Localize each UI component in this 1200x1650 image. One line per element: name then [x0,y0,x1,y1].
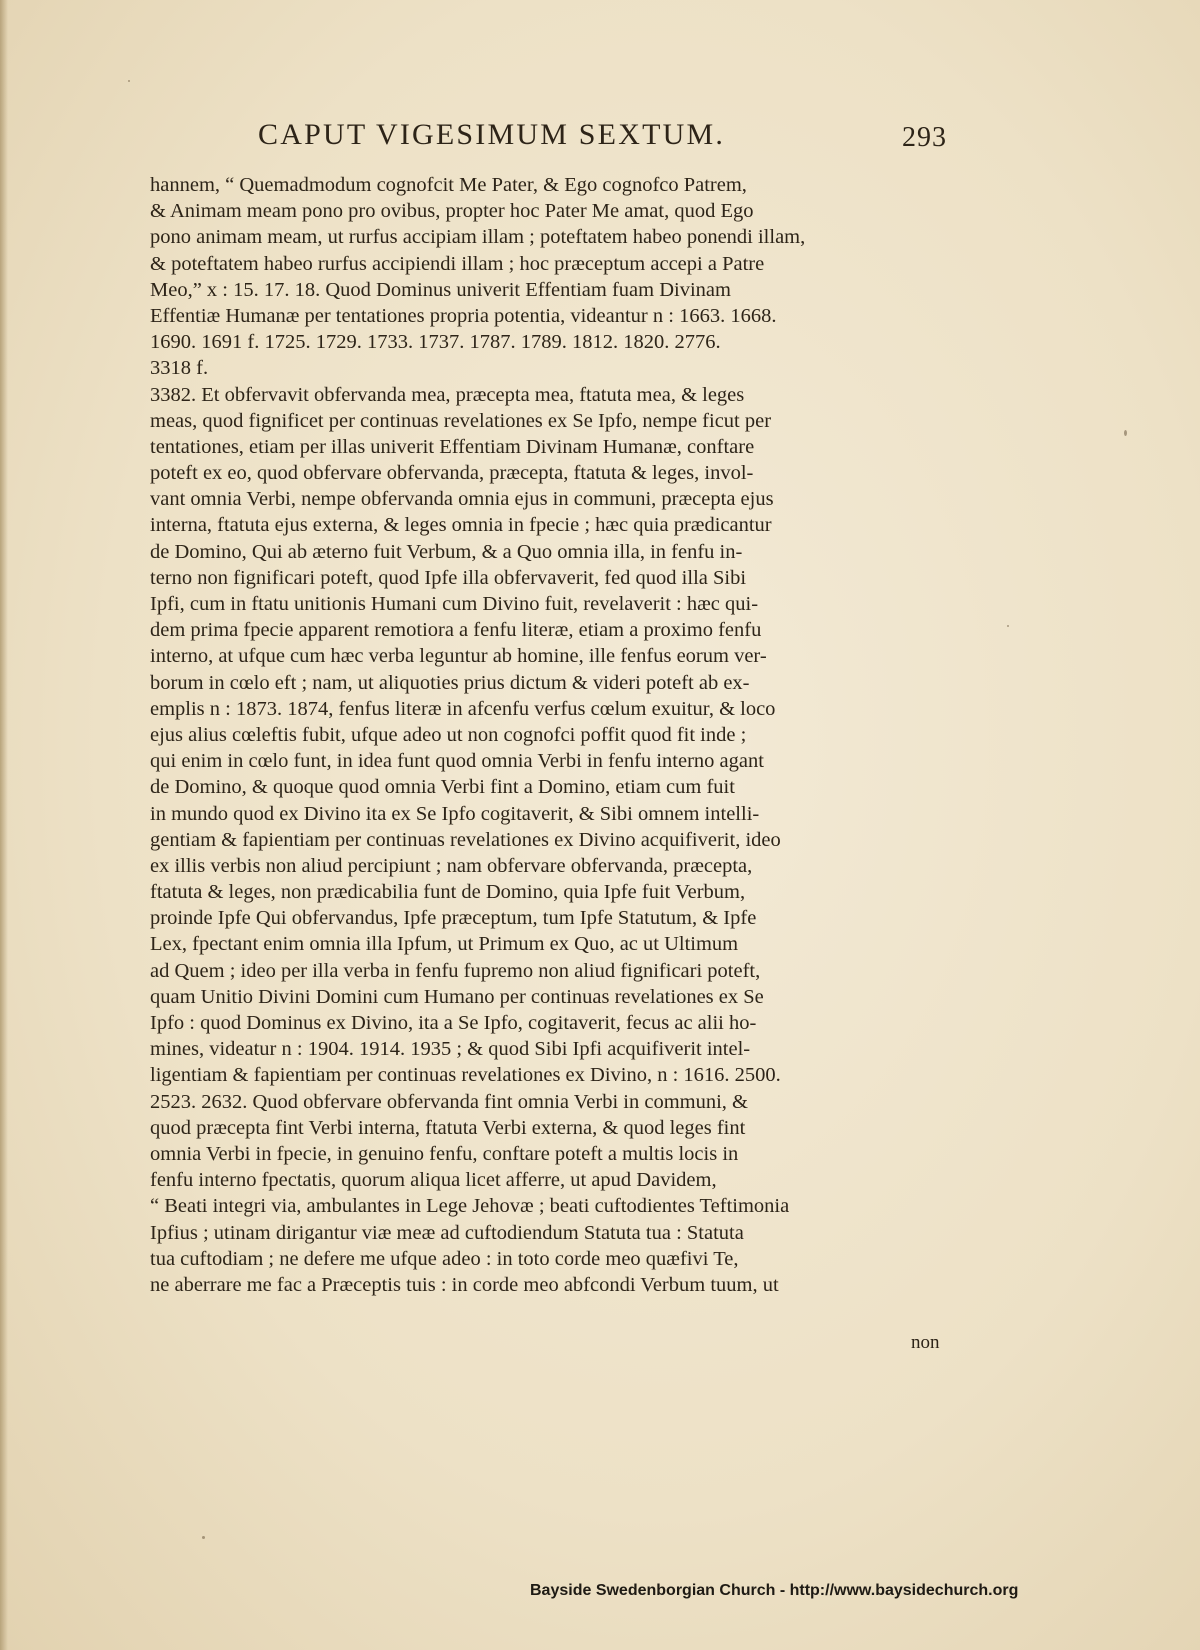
text-line: Effentiæ Humanæ per tentationes propria potentia, videantur n : 1663. 1668. [150,304,777,327]
text-line: terno non fignificari poteft, quod Ipfe illa obfervaverit, fed quod illa Sibi [150,566,747,589]
ink-speck [128,80,130,82]
text-line: quod præcepta fint Verbi interna, ftatuta Verbi externa, & quod leges fint [150,1116,746,1139]
text-line: pono animam meam, ut rurfus accipiam illam ; poteftatem habeo ponendi illam, [150,226,806,249]
text-line: 1690. 1691 f. 1725. 1729. 1733. 1737. 1787. 1789. 1812. 1820. 2776. [150,331,721,354]
text-line: ejus alius cœleftis fubit, ufque adeo ut non cognofci poffit quod fit inde ; [150,723,747,746]
catchword: non [911,1332,940,1353]
page-number: 293 [902,122,947,153]
text-line: in mundo quod ex Divino ita ex Se Ipfo cogitaverit, & Sibi omnem intelli- [150,802,760,825]
ink-speck [1124,430,1127,436]
text-line: borum in cœlo eft ; nam, ut aliquoties prius dictum & videri poteft ab ex- [150,671,750,694]
text-line: dem prima fpecie apparent remotiora a fenfu literæ, etiam a proximo fenfu [150,619,762,642]
text-line: “ Beati integri via, ambulantes in Lege Jehovæ ; beati cuftodientes Teftimonia [150,1195,790,1218]
text-line: ex illis verbis non aliud percipiunt ; nam obfervare obfervanda, præcepta, [150,854,753,877]
page-edge-shadow [0,0,8,1650]
text-line: vant omnia Verbi, nempe obfervanda omnia ejus in communi, præcepta ejus [150,488,774,511]
text-line: mines, videatur n : 1904. 1914. 1935 ; & quod Sibi Ipfi acquifiverit intel- [150,1038,751,1061]
text-line: fenfu interno fpectatis, quorum aliqua licet afferre, ut apud Davidem, [150,1169,717,1192]
text-line: ligentiam & fapientiam per continuas revelationes ex Divino, n : 1616. 2500. [150,1064,781,1087]
running-head: CAPUT VIGESIMUM SEXTUM. [258,118,726,151]
text-line: 2523. 2632. Quod obfervare obfervanda fint omnia Verbi in communi, & [150,1090,748,1113]
text-line: Ipfi, cum in ftatu unitionis Humani cum Divino fuit, revelaverit : hæc qui- [150,593,759,615]
text-line: gentiam & fapientiam per continuas revelationes ex Divino acquifiverit, ideo [150,828,781,851]
body-text [150,172,975,1298]
text-line: de Domino, & quoque quod omnia Verbi fint a Domino, etiam cum fuit [150,776,735,799]
paragraph-start-line: 3382. Et obfervavit obfervanda mea, præcepta mea, ftatuta mea, & leges [150,383,745,406]
text-line: interno, at ufque cum hæc verba leguntur ab homine, ille fenfus eorum ver- [150,645,767,668]
text-line: emplis n : 1873. 1874, fenfus literæ in afcenfu verfus cœlum exuitur, & loco [150,697,776,720]
text-line: & poteftatem habeo rurfus accipiendi illam ; hoc præceptum accepi a Patre [150,252,765,275]
text-line: proinde Ipfe Qui obfervandus, Ipfe præceptum, tum Ipfe Statutum, & Ipfe [150,907,757,930]
text-line: Meo,” x : 15. 17. 18. Quod Dominus univerit Effentiam fuam Divinam [150,278,731,301]
text-line: qui enim in cœlo funt, in idea funt quod omnia Verbi in fenfu interno agant [150,750,764,773]
text-line: 3318 f. [150,357,209,380]
text-line: ad Quem ; ideo per illa verba in fenfu fupremo non aliud fignificari poteft, [150,959,761,982]
text-line: meas, quod fignificet per continuas revelationes ex Se Ipfo, nempe ficut per [150,409,772,432]
page-header [0,118,1200,162]
text-line: de Domino, Qui ab æterno fuit Verbum, & a Quo omnia illa, in fenfu in- [150,540,743,563]
text-line: & Animam meam pono pro ovibus, propter hoc Pater Me amat, quod Ego [150,200,754,223]
text-line: omnia Verbi in fpecie, in genuino fenfu, conftare poteft a multis locis in [150,1142,739,1165]
text-line: tua cuftodiam ; ne defere me ufque adeo : in toto corde meo quæfivi Te, [150,1247,739,1270]
text-line: Ipfo : quod Dominus ex Divino, ita a Se Ipfo, cogitaverit, fecus ac alii ho- [150,1012,757,1034]
text-line: quam Unitio Divini Domini cum Humano per continuas revelationes ex Se [150,985,764,1008]
ink-speck [1007,625,1009,627]
text-line: Lex, fpectant enim omnia illa Ipfum, ut Primum ex Quo, ac ut Ultimum [150,933,739,956]
text-line: ftatuta & leges, non prædicabilia funt de Domino, quia Ipfe fuit Verbum, [150,881,746,904]
text-line: hannem, “ Quemadmodum cognofcit Me Pater, & Ego cognofco Patrem, [150,174,747,196]
footer-credit: Bayside Swedenborgian Church - http://www.baysidechurch.org [530,1582,1019,1599]
ink-speck [202,1536,205,1539]
text-line: ne aberrare me fac a Præceptis tuis : in corde meo abfcondi Verbum tuum, ut [150,1273,779,1296]
text-line: interna, ftatuta ejus externa, & leges omnia in fpecie ; hæc quia prædicantur [150,514,772,537]
text-line: poteft ex eo, quod obfervare obfervanda, præcepta, ftatuta & leges, invol- [150,462,754,485]
text-line: tentationes, etiam per illas univerit Effentiam Divinam Humanæ, conftare [150,435,755,458]
text-line: Ipfius ; utinam dirigantur viæ meæ ad cuftodiendum Statuta tua : Statuta [150,1221,744,1244]
